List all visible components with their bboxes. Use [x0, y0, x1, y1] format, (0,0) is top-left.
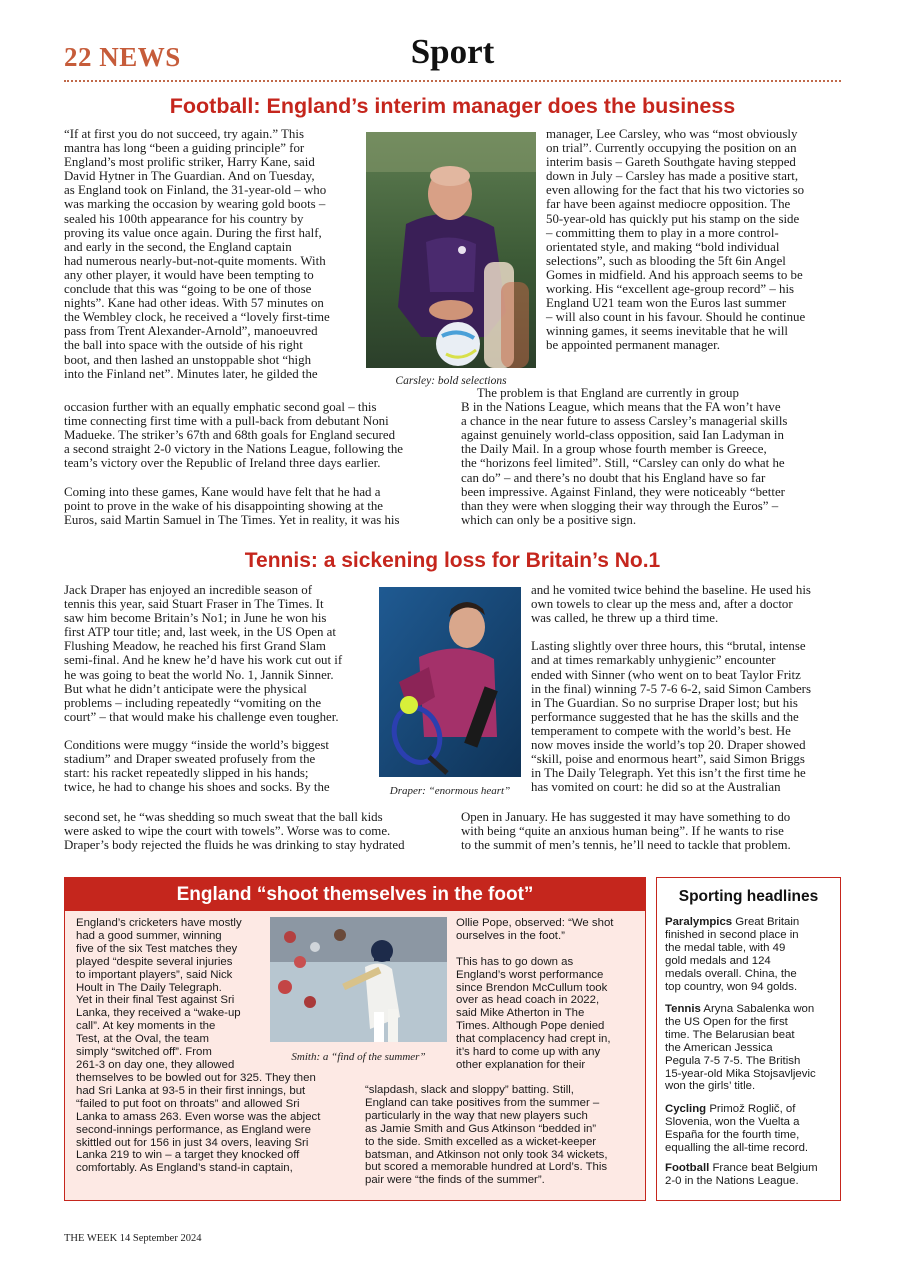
sidebar-first: France beat Belgium	[709, 1162, 818, 1174]
page-header	[64, 32, 841, 82]
carsley-photo	[366, 132, 536, 368]
sidebar-rest: Slovenia, won the Vuelta a España for the fourth time, equalling the all-time record.	[665, 1115, 809, 1154]
sidebar-rest: 2-0 in the Nations League.	[665, 1174, 799, 1187]
sidebar-rest: finished in second place in the medal table, with 49 gold medals and 124 medals overall. China, the top country, won 94 golds.	[665, 928, 799, 993]
football-col2: manager, Lee Carsley, who was “most obviously on trial”. Currently occupying the position on an interim basis – Gareth Southgate having stepped down in July – Carsley has made a positive start, even allowing for the fact that his two victories so far have been against mediocre opposition. The 50-year-old has quickly put his stamp on the side – committing them to play in a more control- orientated style, and making “bold individual selections”, such as blooding the 5ft 6in Angel Gomes in midfield. And his approach seems to be working. His “excellent age-group record” – his England U21 team won the Euros last summer – will also count in his favour. Should he continue winning games, it seems inevitable that he will be appointed permanent manager.	[546, 127, 806, 353]
sidebar-rest: the US Open for the first time. The Belarusian beat the American Jessica Pegula 7-5 7-5. The British 15-year-old Mika Stojsavljevic won the girls’ title.	[665, 1015, 816, 1093]
sidebar-label: Cycling	[665, 1103, 707, 1115]
footer: THE WEEK 14 September 2024	[64, 1233, 202, 1244]
carsley-caption: Carsley: bold selections	[395, 375, 507, 387]
sidebar-item-cycling	[665, 1103, 808, 1155]
page-number: 22 NEWS	[64, 42, 181, 72]
football-col1-wide: occasion further with an equally emphatic second goal – this time connecting first time with a pull-back from debutant Noni Madueke. The striker’s 67th and 68th goals for England secured a second straight 2-0 victory in the Nations League, following the team’s victory over the Republic of Ireland three days earlier. Coming into these games, Kane would have felt that he had a point to prove in the wake of his disappointing showing at the Euros, said Martin Samuel in The Times. Yet in reality, it was his	[64, 400, 404, 527]
cricket-col2-wide: “slapdash, slack and sloppy” batting. Still, England can take positives from the summer – particularly in the way that new players such as Jamie Smith and Gus Atkinson “bedded in” to the side. Smith excelled as a wicket-keeper batsman, and Atkinson not only took 34 wickets, but scored a memorable hundred at Lord’s. This pair were “the finds of the summer”.	[365, 1084, 608, 1187]
sidebar-title: Sporting headlines	[678, 888, 819, 905]
sidebar-item-tennis	[665, 1003, 816, 1093]
draper-photo	[379, 587, 521, 777]
cricket-col1-wide: themselves to be bowled out for 325. They then had Sri Lanka at 93-5 in their first innings, but “failed to put foot on throats” and allowed Sri Lanka to amass 263. Even worse was the abject second-innings performance, as England were skittled out for 156 in just 34 overs, leaving Sri Lanka 219 to win – a target they knocked off comfortably. As England’s stand-in captain,	[76, 1072, 321, 1175]
tennis-headline: Tennis: a sickening loss for Britain’s No.1	[244, 549, 661, 572]
sidebar-first: Aryna Sabalenka won	[700, 1003, 815, 1015]
sidebar-label: Football	[665, 1162, 710, 1174]
smith-caption: Smith: a “find of the summer”	[291, 1051, 426, 1063]
tennis-col1: Jack Draper has enjoyed an incredible season of tennis this year, said Stuart Fraser in The Times. It saw him become Britain’s No1; in June he won his first ATP tour title; and, last week, in the US Open at Flushing Meadow, he reached his first Grand Slam semi-final. And he knew he’d have his work cut out if he was going to beat the world No. 1, Jannik Sinner. But what he didn’t anticipate were the physical problems – including repeatedly “vomiting on the court” – that would make his challenge even tougher. Conditions were muggy “inside the world’s biggest stadium” and Draper sweated profusely from the start: his racket repeatedly slipped in his hands; twice, he had to change his shoes and socks. By the	[64, 583, 343, 795]
cricket-col1: England’s cricketers have mostly had a good summer, winning five of the six Test matches they played “despite several injuries to important players”, said Nick Hoult in The Daily Telegraph. Yet in their final Test against Sri Lanka, they received a “wake-up call”. At key moments in the Test, at the Oval, the team simply “switched off”. From 261-3 on day one, they allowed	[76, 917, 242, 1071]
sidebar-item-paralympics	[665, 916, 799, 993]
sidebar-item-football	[665, 1162, 818, 1188]
tennis-col2-wide: Open in January. He has suggested it may have something to do with being “quite an anxious human being”. If he wants to rise to the summit of men’s tennis, he’ll need to tackle that problem.	[461, 810, 791, 853]
tennis-col1-wide: second set, he “was shedding so much sweat that the ball kids were asked to wipe the court with towels”. Worse was to come. Draper’s body rejected the fluids he was drinking to stay hydrated	[64, 810, 405, 853]
football-col2-wide: The problem is that England are currently in group B in the Nations League, which means that the FA won’t have a chance in the near future to assess Carsley’s managerial skills against genuinely world-class opposition, said Ian Ladyman in the Daily Mail. In a group whose fourth member is Greece, the “horizons feel limited”. Still, “Carsley can only do what he can do” – and there’s no doubt that his England have so far been impressive. Against Finland, they were noticeably “better than they were when slogging their way through the Euros” – which can only be a positive sign.	[461, 386, 788, 527]
cricket-headline: England “shoot themselves in the foot”	[65, 878, 645, 911]
sidebar-first: Great Britain	[732, 916, 800, 928]
football-headline: Football: England’s interim manager does the business	[169, 94, 736, 118]
cricket-col2: Ollie Pope, observed: “We shot ourselves in the foot.” This has to go down as England’s worst performance since Brendon McCullum took over as head coach in 2022, said Mike Atherton in The Times. Although Pope denied that complacency had crept in, it’s hard to come up with any other explanation for their	[456, 917, 614, 1071]
sidebar-label: Tennis	[665, 1003, 701, 1015]
sidebar-first: Primož Roglič, of	[706, 1103, 796, 1115]
sporting-headlines-box	[656, 877, 841, 1201]
section-title: Sport	[410, 32, 495, 71]
draper-caption: Draper: “enormous heart”	[389, 785, 511, 797]
football-col1: “If at first you do not succeed, try again.” This mantra has long “been a guiding principle” for England’s most prolific striker, Harry Kane, said David Hytner in The Guardian. And on Tuesday, as England took on Finland, the 31-year-old – who was marking the occasion by wearing gold boots – sealed his 100th appearance for his country by proving its value once again. During the first half, and early in the second, the England captain had numerous nearly-but-not-quite moments. With any other player, it would have been tempting to conclude that this was “going to be one of those nights”. Kane had other ideas. With 57 minutes on the Wembley clock, he received a “lovely first-time pass from Trent Alexander-Arnold”, manoeuvred the ball into space with the outside of his right boot, and then lashed an unstoppable shot “high into the Finland net”. Minutes later, he gilded the	[64, 127, 330, 381]
smith-photo	[270, 917, 447, 1042]
cricket-box	[64, 877, 646, 1201]
tennis-col2: and he vomited twice behind the baseline. He used his own towels to clear up the mess and, after a doctor was called, he threw up a third time. Lasting slightly over three hours, this “brutal, intense and at times remarkably unhygienic” encounter ended with Sinner (who went on to beat Taylor Fritz in the final) winning 7-5 7-6 6-2, said Simon Cambers in The Guardian. So no surprise Draper lost; but his performance suggested that he has the skills and the temperament to compete with the world’s best. He now moves inside the world’s top 20. Draper showed “skill, poise and enormous heart”, said Simon Briggs in The Daily Telegraph. Yet this isn’t the first time he has vomited on court: he did so at the Australian	[531, 583, 811, 795]
sidebar-label: Paralympics	[665, 916, 733, 928]
